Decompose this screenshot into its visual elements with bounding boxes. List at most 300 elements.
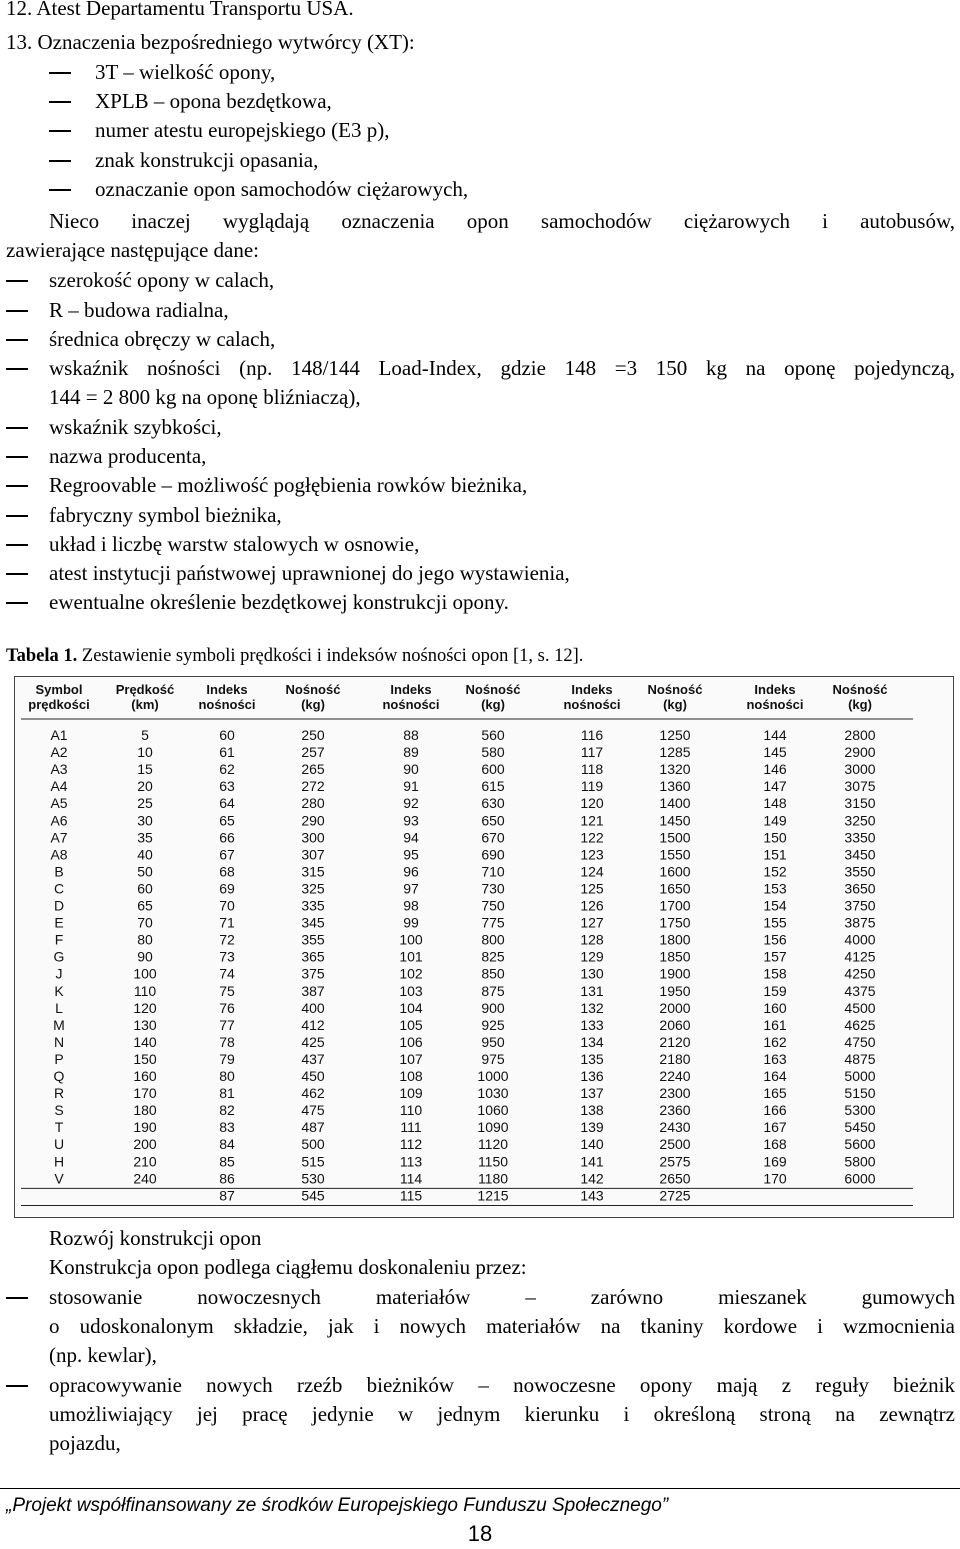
table-cell: 168 — [763, 1136, 787, 1153]
table-cell: 152 — [763, 863, 787, 880]
list-item: znak konstrukcji opasania, — [95, 148, 319, 172]
table-cell: 345 — [301, 914, 325, 931]
table-cell: 97 — [403, 880, 419, 897]
table-cell: 73 — [219, 948, 235, 965]
table-cell: 1000 — [477, 1068, 509, 1084]
table-cell: 132 — [580, 999, 604, 1016]
list-item-continuation: 144 = 2 800 kg na oponę bliźniaczą), — [49, 385, 361, 409]
table-cell: 450 — [301, 1068, 325, 1084]
table-cell: 1215 — [477, 1187, 509, 1204]
table-cell: 50 — [137, 863, 153, 880]
truck-intro-line2: zawierające następujące dane: — [6, 238, 259, 262]
table-cell: 710 — [481, 863, 505, 880]
table-cell: 2575 — [659, 1153, 691, 1170]
table-header-line-1: Indeks — [754, 682, 796, 697]
table-cell: 2900 — [844, 744, 876, 761]
table-header-line-1: Indeks — [390, 682, 432, 697]
table-cell: 3875 — [844, 914, 876, 931]
table-header-line-2: (kg) — [663, 697, 687, 712]
table-cell: 400 — [301, 999, 325, 1016]
table-header-line-1: Prędkość — [115, 682, 175, 697]
table-cell: 5300 — [844, 1102, 876, 1119]
table-cell: 1320 — [659, 761, 691, 778]
table-cell: 65 — [219, 812, 235, 829]
dash-bullet — [6, 368, 28, 370]
table-cell: 355 — [301, 931, 325, 948]
table-cell: E — [54, 914, 64, 931]
table-cell: 102 — [399, 965, 423, 982]
table-cell: 142 — [580, 1170, 604, 1187]
table-cell: 159 — [763, 982, 787, 999]
dash-bullet — [6, 456, 28, 458]
table-cell: 150 — [763, 829, 787, 846]
table-cell: 125 — [580, 880, 604, 897]
table-cell: 1285 — [659, 744, 691, 761]
table-cell: 85 — [219, 1153, 235, 1170]
list-item: nazwa producenta, — [49, 444, 207, 468]
table-header-line-2: (km) — [131, 697, 159, 712]
table-cell: 124 — [580, 863, 604, 880]
table-cell: 6000 — [844, 1170, 876, 1187]
table-header-line-1: Nośność — [465, 682, 521, 697]
table-cell: C — [53, 880, 65, 897]
table-cell: 975 — [481, 1050, 505, 1067]
table-caption-label: Tabela 1. — [6, 646, 78, 666]
table-cell: 3075 — [844, 778, 876, 795]
table-cell: 4000 — [844, 931, 876, 948]
table-cell: 104 — [399, 999, 423, 1016]
table-cell: 82 — [219, 1102, 235, 1119]
footer-rule — [0, 1488, 960, 1489]
table-cell: 500 — [301, 1136, 325, 1153]
table-cell: 81 — [219, 1085, 235, 1102]
table-cell: 3350 — [844, 829, 876, 846]
table-cell: 487 — [301, 1119, 325, 1136]
development-item-2-line-3: pojazdu, — [49, 1431, 121, 1455]
table-cell: 164 — [763, 1068, 787, 1084]
table-cell: 1750 — [659, 914, 691, 931]
table-cell: 79 — [219, 1050, 235, 1067]
table-cell: 545 — [301, 1187, 325, 1204]
table-cell: 730 — [481, 880, 505, 897]
list-item: średnica obręczy w calach, — [49, 327, 276, 351]
table-cell: 120 — [580, 795, 604, 812]
table-cell: 615 — [481, 778, 505, 795]
table-cell: 64 — [219, 795, 235, 812]
table-cell: 25 — [137, 795, 153, 812]
table-header-line-1: Indeks — [571, 682, 613, 697]
table-header-line-2: (kg) — [481, 697, 505, 712]
table-cell: P — [54, 1050, 64, 1067]
table-cell: 166 — [763, 1102, 787, 1119]
table-cell: 775 — [481, 914, 505, 931]
table-caption — [6, 643, 583, 669]
table-cell: 4250 — [844, 965, 876, 982]
table-cell: 190 — [133, 1119, 157, 1136]
table-cell: 77 — [219, 1016, 235, 1033]
list-item: wskaźnik szybkości, — [49, 415, 222, 439]
table-cell: 2430 — [659, 1119, 691, 1136]
table-cell: 106 — [399, 1033, 423, 1050]
table-cell: B — [54, 863, 64, 880]
table-cell: T — [54, 1119, 64, 1136]
table-cell: 1650 — [659, 880, 691, 897]
development-item-2-line-1: opracowywanie nowych rzeźb bieżników – nowoczesne opony mają z reguły bieżnik — [49, 1373, 955, 1397]
table-cell: A5 — [50, 795, 68, 812]
table-cell: 180 — [133, 1102, 157, 1119]
table-cell: 76 — [219, 999, 235, 1016]
table-cell: 437 — [301, 1050, 325, 1067]
table-cell: 4750 — [844, 1033, 876, 1050]
table-cell: 87 — [219, 1187, 235, 1204]
table-cell: 112 — [399, 1136, 423, 1153]
table-cell: 127 — [580, 914, 604, 931]
table-cell: 307 — [301, 846, 325, 863]
list-item: atest instytucji państwowej uprawnionej do jego wystawienia, — [49, 561, 570, 585]
table-cell: 74 — [219, 965, 235, 982]
table-cell: 80 — [137, 931, 153, 948]
table-cell: 875 — [481, 982, 505, 999]
table-cell: 950 — [481, 1033, 505, 1050]
table-cell: 119 — [580, 778, 604, 795]
table-cell: 3750 — [844, 897, 876, 914]
table-cell: 1700 — [659, 897, 691, 914]
dash-bullet — [6, 1385, 28, 1387]
table-cell: 925 — [481, 1016, 505, 1033]
table-cell: 150 — [133, 1050, 157, 1067]
table-cell: 600 — [481, 761, 505, 778]
table-cell: 515 — [301, 1153, 325, 1170]
table-cell: 412 — [301, 1016, 325, 1033]
table-cell: 2800 — [844, 727, 876, 743]
table-cell: 157 — [763, 948, 787, 965]
table-cell: 94 — [403, 829, 419, 846]
list-item: wskaźnik nośności (np. 148/144 Load-Index, gdzie 148 =3 150 kg na oponę pojedynczą, — [49, 356, 955, 380]
table-cell: 140 — [133, 1033, 157, 1050]
table-cell: 200 — [133, 1136, 157, 1153]
table-cell: 117 — [580, 744, 604, 761]
table-cell: 130 — [133, 1016, 157, 1033]
table-cell: 4375 — [844, 982, 876, 999]
table-cell: 15 — [137, 761, 153, 778]
table-cell: 69 — [219, 880, 235, 897]
table-cell: 141 — [580, 1153, 604, 1170]
table-cell: 65 — [137, 897, 153, 914]
table-cell: 30 — [137, 812, 153, 829]
table-cell: 144 — [763, 727, 787, 743]
table-cell: 3450 — [844, 846, 876, 863]
table-cell: 67 — [219, 846, 235, 863]
list-item: 3T – wielkość opony, — [95, 60, 276, 84]
speed-load-index-table — [14, 676, 954, 1218]
table-cell: 690 — [481, 846, 505, 863]
table-cell: 98 — [403, 897, 419, 914]
table-cell: 462 — [301, 1085, 325, 1102]
table-cell: 272 — [301, 778, 325, 795]
table-header-line-1: Nośność — [832, 682, 888, 697]
dash-bullet — [6, 485, 28, 487]
table-header-line-2: nośności — [198, 697, 256, 712]
list-item: XPLB – opona bezdętkowa, — [95, 89, 332, 113]
table-cell: 135 — [580, 1050, 604, 1067]
dash-bullet — [6, 1297, 28, 1299]
table-cell: 92 — [403, 795, 419, 812]
list-item-12: 12. Atest Departamentu Transportu USA. — [6, 0, 354, 20]
table-header-line-1: Nośność — [285, 682, 341, 697]
dash-bullet — [49, 72, 71, 74]
table-cell: 70 — [219, 897, 235, 914]
table-cell: 161 — [763, 1016, 787, 1033]
table-cell: 154 — [763, 897, 787, 914]
table-cell: 70 — [137, 914, 153, 931]
table-cell: 170 — [763, 1170, 787, 1187]
table-cell: 95 — [403, 846, 419, 863]
table-cell: 121 — [580, 812, 604, 829]
list-item: Regroovable – możliwość pogłębienia rowków bieżnika, — [49, 473, 528, 497]
table-cell: 84 — [219, 1136, 235, 1153]
table-cell: 88 — [403, 727, 419, 743]
table-header-line-2: (kg) — [848, 697, 872, 712]
table-cell: J — [55, 965, 63, 982]
table-cell: 257 — [301, 744, 325, 761]
table-cell: 113 — [399, 1153, 423, 1170]
table-cell: 3550 — [844, 863, 876, 880]
table-cell: 138 — [580, 1102, 604, 1119]
table-cell: G — [53, 948, 65, 965]
table-graphic — [15, 677, 953, 1217]
table-header-line-1: Indeks — [206, 682, 248, 697]
table-cell: 63 — [219, 778, 235, 795]
list-item: oznaczanie opon samochodów ciężarowych, — [95, 177, 469, 201]
table-cell: 78 — [219, 1033, 235, 1050]
table-cell: 1360 — [659, 778, 691, 795]
table-cell: F — [54, 931, 64, 948]
table-cell: 1180 — [477, 1170, 509, 1187]
table-cell: 155 — [763, 914, 787, 931]
table-cell: 139 — [580, 1119, 604, 1136]
table-cell: 131 — [580, 982, 604, 999]
dash-bullet — [49, 189, 71, 191]
table-cell: 5000 — [844, 1068, 876, 1084]
table-cell: 93 — [403, 812, 419, 829]
table-cell: 425 — [301, 1033, 325, 1050]
table-cell: 156 — [763, 931, 787, 948]
table-cell: 114 — [399, 1170, 423, 1187]
table-cell: 850 — [481, 965, 505, 982]
table-cell: 375 — [301, 965, 325, 982]
table-cell: 3650 — [844, 880, 876, 897]
table-cell: 290 — [301, 812, 325, 829]
table-cell: 40 — [137, 846, 153, 863]
table-cell: A3 — [50, 761, 68, 778]
table-cell: A7 — [50, 829, 68, 846]
table-cell: A6 — [50, 812, 68, 829]
table-cell: 130 — [580, 965, 604, 982]
table-cell: 4625 — [844, 1016, 876, 1033]
table-cell: 105 — [399, 1016, 423, 1033]
table-cell: 4125 — [844, 948, 876, 965]
table-cell: 61 — [219, 744, 235, 761]
table-cell: 128 — [580, 931, 604, 948]
table-cell: 72 — [219, 931, 235, 948]
table-cell: 60 — [137, 880, 153, 897]
dash-bullet — [49, 101, 71, 103]
table-cell: 1450 — [659, 812, 691, 829]
table-cell: 115 — [399, 1187, 423, 1204]
table-cell: 800 — [481, 931, 505, 948]
table-cell: 1150 — [477, 1153, 509, 1170]
table-cell: 90 — [403, 761, 419, 778]
table-cell: 146 — [763, 761, 787, 778]
table-cell: 280 — [301, 795, 325, 812]
table-cell: 387 — [301, 982, 325, 999]
page-number: 18 — [467, 1521, 493, 1546]
table-cell: 2000 — [659, 999, 691, 1016]
list-item: fabryczny symbol bieżnika, — [49, 503, 282, 527]
table-cell: 165 — [763, 1085, 787, 1102]
table-cell: 2300 — [659, 1085, 691, 1102]
table-cell: 2060 — [659, 1016, 691, 1033]
table-cell: D — [53, 897, 65, 914]
table-header-line-2: prędkości — [28, 697, 90, 712]
table-cell: 71 — [219, 914, 235, 931]
table-cell: 2120 — [659, 1033, 691, 1050]
table-caption-text: Zestawienie symboli prędkości i indeksów nośności opon [1, s. 12]. — [77, 646, 584, 666]
dash-bullet — [6, 602, 28, 604]
dash-bullet — [6, 427, 28, 429]
table-cell: 250 — [301, 727, 325, 743]
table-cell: 133 — [580, 1016, 604, 1033]
table-cell: 143 — [580, 1187, 604, 1204]
table-cell: 153 — [763, 880, 787, 897]
table-cell: 5600 — [844, 1136, 876, 1153]
table-cell: 91 — [403, 778, 419, 795]
table-cell: 160 — [133, 1068, 157, 1084]
table-cell: 62 — [219, 761, 235, 778]
table-cell: 1090 — [477, 1119, 509, 1136]
dash-bullet — [49, 160, 71, 162]
table-cell: 580 — [481, 744, 505, 761]
table-cell: 1250 — [659, 727, 691, 743]
development-item-1-line-2: o udoskonalonym składzie, jak i nowych materiałów na tkaniny kordowe i wzmocnienia — [49, 1314, 955, 1338]
list-item: szerokość opony w calach, — [49, 268, 275, 292]
dash-bullet — [6, 515, 28, 517]
table-cell: 148 — [763, 795, 787, 812]
table-cell: 475 — [301, 1102, 325, 1119]
table-cell: 2240 — [659, 1068, 691, 1084]
dash-bullet — [6, 573, 28, 575]
table-cell: 560 — [481, 727, 505, 743]
table-cell: 145 — [763, 744, 787, 761]
table-cell: 1900 — [659, 965, 691, 982]
table-cell: 151 — [763, 846, 787, 863]
table-cell: A2 — [50, 744, 68, 761]
section-title: Rozwój konstrukcji opon — [49, 1226, 262, 1250]
table-cell: 100 — [399, 931, 423, 948]
table-cell: 140 — [580, 1136, 604, 1153]
table-cell: U — [53, 1136, 65, 1153]
table-cell: 825 — [481, 948, 505, 965]
table-cell: H — [53, 1153, 65, 1170]
table-cell: 122 — [580, 829, 604, 846]
table-header-line-2: nośności — [563, 697, 621, 712]
table-cell: 118 — [580, 761, 604, 778]
table-cell: 5450 — [844, 1119, 876, 1136]
table-cell: 4500 — [844, 999, 876, 1016]
table-cell: 2180 — [659, 1050, 691, 1067]
table-header-line-2: nośności — [382, 697, 440, 712]
table-cell: 162 — [763, 1033, 787, 1050]
table-cell: 167 — [763, 1119, 787, 1136]
table-cell: 120 — [133, 999, 157, 1016]
table-cell: 134 — [580, 1033, 604, 1050]
table-cell: 80 — [219, 1068, 235, 1084]
table-header-line-1: Symbol — [35, 682, 83, 697]
table-cell: 90 — [137, 948, 153, 965]
table-cell: V — [54, 1170, 64, 1187]
table-cell: Q — [53, 1068, 65, 1084]
table-cell: 5 — [141, 727, 149, 743]
development-item-1-line-1: stosowanie nowoczesnych materiałów – zarówno mieszanek gumowych — [49, 1285, 955, 1309]
table-cell: R — [53, 1085, 65, 1102]
footer-text: „Projekt współfinansowany ze środków Europejskiego Funduszu Społecznego” — [6, 1495, 669, 1516]
table-cell: 1060 — [477, 1102, 509, 1119]
table-cell: M — [53, 1016, 65, 1033]
table-cell: 110 — [399, 1102, 423, 1119]
table-cell: 1500 — [659, 829, 691, 846]
table-cell: 5800 — [844, 1153, 876, 1170]
table-cell: 137 — [580, 1085, 604, 1102]
list-item: numer atestu europejskiego (E3 p), — [95, 118, 390, 142]
truck-intro-line1: Nieco inaczej wyglądają oznaczenia opon samochodów ciężarowych i autobusów, — [49, 209, 955, 233]
table-cell: 1600 — [659, 863, 691, 880]
table-cell: 103 — [399, 982, 423, 999]
table-cell: 86 — [219, 1170, 235, 1187]
table-cell: 1550 — [659, 846, 691, 863]
dash-bullet — [6, 339, 28, 341]
table-cell: A1 — [50, 727, 68, 743]
table-cell: 3150 — [844, 795, 876, 812]
dash-bullet — [6, 544, 28, 546]
table-cell: L — [55, 999, 63, 1016]
table-cell: 750 — [481, 897, 505, 914]
table-cell: 99 — [403, 914, 419, 931]
table-cell: 10 — [137, 744, 153, 761]
table-cell: 5150 — [844, 1085, 876, 1102]
table-cell: 75 — [219, 982, 235, 999]
table-cell: N — [53, 1033, 65, 1050]
table-cell: 89 — [403, 744, 419, 761]
table-cell: 109 — [399, 1085, 423, 1102]
list-item: ewentualne określenie bezdętkowej konstrukcji opony. — [49, 590, 509, 614]
list-item: R – budowa radialna, — [49, 298, 229, 322]
development-item-2-line-2: umożliwiający jej pracę jedynie w jednym kierunku i określoną stroną na zewnątrz — [49, 1402, 955, 1426]
table-cell: 111 — [400, 1119, 422, 1136]
table-cell: 66 — [219, 829, 235, 846]
table-cell: 670 — [481, 829, 505, 846]
table-cell: 1120 — [477, 1136, 509, 1153]
table-cell: 149 — [763, 812, 787, 829]
table-cell: 116 — [580, 727, 604, 743]
table-cell: 2360 — [659, 1102, 691, 1119]
table-cell: 1400 — [659, 795, 691, 812]
table-cell: K — [54, 982, 64, 999]
table-cell: 96 — [403, 863, 419, 880]
dash-bullet — [6, 280, 28, 282]
table-cell: 3000 — [844, 761, 876, 778]
table-cell: 108 — [399, 1068, 423, 1084]
list-item-13: 13. Oznaczenia bezpośredniego wytwórcy (XT): — [6, 30, 415, 54]
